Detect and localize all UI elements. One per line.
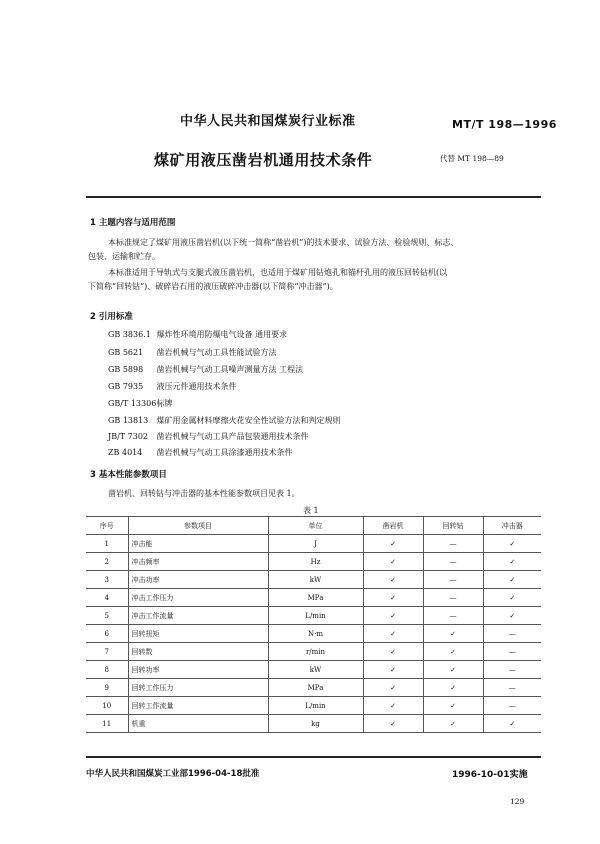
reference-title: 凿岩机械与气动工具产品包装通用技术条件 [156,432,309,441]
reference-code: GB 3836.1 [108,330,151,339]
section-1-para1-line2: 包装、运输和贮存。 [88,252,160,261]
table-header-row [86,517,541,535]
header-rule [86,196,541,198]
table-row [86,625,541,643]
cell-unit: MPa [268,679,363,697]
cell-rock-drill: ✓ [363,535,423,553]
section-3-heading: 3 基本性能参数项目 [90,470,167,480]
cell-rock-drill: ✓ [363,679,423,697]
cell-rotary-drill: ✓ [423,679,483,697]
cell-breaker: — [483,625,541,643]
reference-item [108,381,237,392]
cell-breaker: — [483,679,541,697]
cell-breaker: ✓ [483,553,541,571]
cell-parameter: 回转数 [128,643,268,661]
implementation-date: 1996-10-01实施 [452,770,528,780]
table-row [86,553,541,571]
table-caption: 表 1 [303,506,319,515]
table-row [86,661,541,679]
section-2-heading: 2 引用标准 [90,312,133,322]
col-header-parameter: 参数项目 [128,517,268,535]
page-number: 129 [510,797,525,806]
cell-parameter: 冲击工作流量 [128,607,268,625]
section-1-heading: 1 主题内容与适用范围 [90,218,176,228]
reference-title: 凿岩机械与气动工具涂漆通用技术条件 [156,448,293,457]
reference-code: GB/T 13306 [108,399,157,408]
cell-index: 9 [86,679,128,697]
footer-rule [86,756,541,758]
parameter-table [86,516,541,733]
cell-index: 11 [86,715,128,733]
reference-title: 标牌 [156,399,173,408]
cell-rock-drill: ✓ [363,589,423,607]
cell-breaker: ✓ [483,571,541,589]
col-header-rock-drill: 凿岩机 [363,517,423,535]
cell-index: 5 [86,607,128,625]
cell-rock-drill: ✓ [363,625,423,643]
table-row [86,607,541,625]
cell-parameter: 回转扭矩 [128,625,268,643]
table-row [86,715,541,733]
cell-unit: kg [268,715,363,733]
cell-unit: Hz [268,553,363,571]
cell-index: 3 [86,571,128,589]
cell-parameter: 冲击功率 [128,571,268,589]
reference-code: GB 13813 [108,416,149,425]
reference-code: GB 7935 [108,382,144,391]
cell-rotary-drill: — [423,535,483,553]
cell-rotary-drill: ✓ [423,643,483,661]
cell-unit: L/min [268,607,363,625]
cell-parameter: 回转工作流量 [128,697,268,715]
reference-code: GB 5898 [108,365,144,374]
cell-rock-drill: ✓ [363,697,423,715]
cell-rotary-drill: ✓ [423,715,483,733]
table-row [86,679,541,697]
cell-unit: kW [268,661,363,679]
reference-item [108,447,293,458]
cell-unit: N·m [268,625,363,643]
approval-note: 中华人民共和国煤炭工业部1996-04-18批准 [86,769,260,779]
table-row [86,643,541,661]
reference-item [108,415,341,426]
reference-code: JB/T 7302 [108,432,149,441]
cell-unit: L/min [268,697,363,715]
reference-item [108,329,287,340]
cell-unit: kW [268,571,363,589]
issuing-body: 中华人民共和国煤炭行业标准 [180,114,356,129]
cell-rotary-drill: — [423,553,483,571]
table-row [86,571,541,589]
col-header-unit: 单位 [268,517,363,535]
table-row [86,589,541,607]
cell-index: 6 [86,625,128,643]
reference-code: ZB 4014 [108,448,143,457]
section-1-para2-line2: 下简称“回转钻”)、破碎岩石用的液压破碎冲击器(以下简称“冲击器”)。 [88,282,338,291]
cell-index: 1 [86,535,128,553]
cell-index: 2 [86,553,128,571]
cell-unit: MPa [268,589,363,607]
table-row [86,697,541,715]
cell-rotary-drill: — [423,607,483,625]
cell-index: 8 [86,661,128,679]
cell-rotary-drill: — [423,589,483,607]
reference-item [108,398,173,409]
col-header-index: 序号 [86,517,128,535]
replaces-note: 代替 MT 198—89 [440,154,504,163]
cell-index: 10 [86,697,128,715]
col-header-breaker: 冲击器 [483,517,541,535]
reference-code: GB 5621 [108,348,144,357]
cell-rotary-drill: — [423,571,483,589]
cell-parameter: 冲击能 [128,535,268,553]
cell-index: 7 [86,643,128,661]
cell-breaker: ✓ [483,535,541,553]
cell-breaker: — [483,643,541,661]
cell-rotary-drill: ✓ [423,625,483,643]
cell-parameter: 冲击频率 [128,553,268,571]
cell-rock-drill: ✓ [363,661,423,679]
section-3-intro: 凿岩机、回转钻与冲击器的基本性能参数项目见表 1。 [108,489,300,498]
cell-parameter: 冲击工作压力 [128,589,268,607]
cell-parameter: 回转功率 [128,661,268,679]
cell-rock-drill: ✓ [363,553,423,571]
cell-unit: r/min [268,643,363,661]
cell-rock-drill: ✓ [363,607,423,625]
reference-item [108,347,277,358]
cell-breaker: ✓ [483,715,541,733]
reference-title: 凿岩机械与气动工具噪声测量方法 工程法 [156,365,304,374]
cell-rotary-drill: ✓ [423,697,483,715]
table-row [86,535,541,553]
reference-title: 煤矿用金属材料摩擦火花安全性试验方法和判定规则 [156,416,341,425]
cell-parameter: 机重 [128,715,268,733]
cell-rock-drill: ✓ [363,571,423,589]
reference-title: 爆炸性环境用防爆电气设备 通用要求 [156,330,288,339]
reference-item [108,364,303,375]
section-1-para1-line1: 本标准规定了煤矿用液压凿岩机(以下统一简称“凿岩机”)的技术要求、试验方法、检验规则、标志、 [108,238,459,247]
col-header-rotary-drill: 回转钻 [423,517,483,535]
cell-index: 4 [86,589,128,607]
cell-rock-drill: ✓ [363,643,423,661]
document-title: 煤矿用液压凿岩机通用技术条件 [154,151,373,169]
reference-item [108,431,309,442]
cell-breaker: ✓ [483,589,541,607]
cell-breaker: ✓ [483,607,541,625]
cell-rock-drill: ✓ [363,715,423,733]
reference-title: 凿岩机械与气动工具性能试验方法 [156,348,277,357]
cell-rotary-drill: ✓ [423,661,483,679]
cell-breaker: — [483,661,541,679]
cell-unit: J [268,535,363,553]
standard-code: MT/T 198—1996 [452,118,557,131]
section-1-para2-line1: 本标准适用于导轨式与支腿式液压凿岩机，也适用于煤矿用钻炮孔和锚杆孔用的液压回转钻机(以 [108,268,448,277]
cell-breaker: — [483,697,541,715]
cell-parameter: 回转工作压力 [128,679,268,697]
reference-title: 液压元件通用技术条件 [156,382,237,391]
